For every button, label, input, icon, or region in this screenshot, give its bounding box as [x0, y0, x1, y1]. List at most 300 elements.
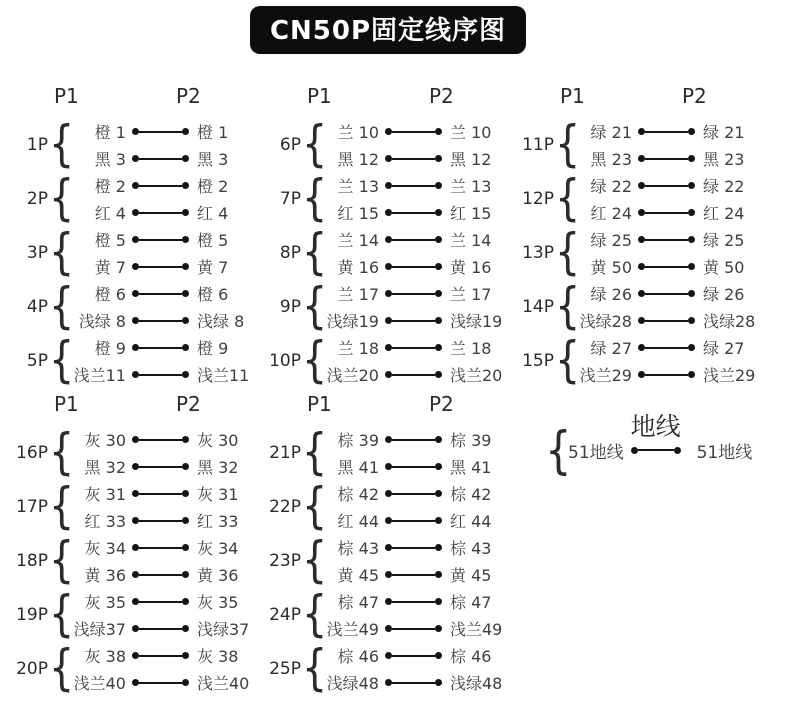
connector-dot-left [638, 263, 645, 270]
wire-row [68, 453, 267, 480]
connector-line [392, 158, 435, 160]
wire-connector [132, 209, 189, 216]
wire-row [68, 199, 267, 226]
connector-dot-left [385, 263, 392, 270]
wire-label-p1: 橙 6 [94, 285, 126, 304]
brace-glyph: { [302, 423, 328, 481]
connector-dot-right [182, 544, 189, 551]
wire-label-p2: 棕 47 [450, 593, 492, 612]
pin-group [267, 477, 520, 535]
connector-dot-right [182, 263, 189, 270]
connector-dot-left [132, 371, 139, 378]
pin-group [520, 331, 773, 389]
connector-dot-right [182, 209, 189, 216]
group-rows [321, 118, 520, 172]
wire-label-p1: 浅兰29 [579, 366, 632, 385]
connector-dot-left [385, 490, 392, 497]
wire-row [68, 642, 267, 669]
wire-label-p1: 绿 21 [590, 123, 632, 142]
wire-row [68, 226, 267, 253]
wire-label-p2: 棕 43 [450, 539, 492, 558]
wire-connector [385, 209, 442, 216]
wire-label-p2: 绿 27 [703, 339, 745, 358]
pin-group [14, 477, 267, 535]
wire-label-p1: 黄 16 [337, 258, 379, 277]
wire-label-p1: 灰 38 [84, 647, 126, 666]
wire-label-p2: 橙 9 [197, 339, 229, 358]
connector-dot-right [182, 652, 189, 659]
wire-row [68, 253, 267, 280]
connector-line [392, 374, 435, 376]
connector-dot-right [435, 182, 442, 189]
wire-label-p1: 棕 42 [337, 485, 379, 504]
brace-glyph: { [545, 420, 572, 480]
wire-row [574, 307, 773, 334]
connector-dot-right [435, 290, 442, 297]
group-label: 13P [522, 243, 554, 263]
group-rows [321, 588, 520, 642]
connector-line [139, 239, 182, 241]
connector-dot-right [435, 371, 442, 378]
wire-row [68, 669, 267, 696]
brace-glyph: { [302, 531, 328, 589]
ground-section [520, 392, 773, 696]
wire-label-p1: 灰 35 [84, 593, 126, 612]
connector-line [392, 185, 435, 187]
connector-line [139, 574, 182, 576]
wire-connector [132, 155, 189, 162]
ground-wire-label-p1: 51地线 [568, 442, 624, 463]
connector-dot-right [688, 290, 695, 297]
wire-label-p2: 黄 45 [450, 566, 492, 585]
wire-connector [638, 371, 695, 378]
wire-connector [132, 371, 189, 378]
wire-row [321, 199, 520, 226]
brace-glyph: { [555, 277, 581, 335]
wire-label-p1: 黑 3 [94, 150, 126, 169]
connector-dot-right [435, 317, 442, 324]
connector-dot-left [638, 371, 645, 378]
brace-glyph: { [49, 223, 75, 281]
wire-row [68, 615, 267, 642]
wire-label-p2: 浅兰40 [197, 674, 250, 693]
group-rows [68, 480, 267, 534]
group-rows [68, 534, 267, 588]
connector-dot-left [132, 625, 139, 632]
wire-connector [132, 517, 189, 524]
brace-glyph: { [302, 585, 328, 643]
brace-glyph: { [302, 277, 328, 335]
group-label: 8P [279, 243, 301, 263]
group-label: 20P [16, 659, 48, 679]
wire-connector [385, 344, 442, 351]
wire-row [68, 334, 267, 361]
wire-label-p2: 黑 41 [450, 458, 492, 477]
wire-label-p2: 浅兰29 [703, 366, 756, 385]
header-p2: P2 [176, 84, 201, 108]
wire-row [321, 145, 520, 172]
wire-row [68, 280, 267, 307]
connector-line [139, 601, 182, 603]
wire-label-p2: 浅兰20 [450, 366, 503, 385]
wire-row [321, 253, 520, 280]
group-rows [68, 426, 267, 480]
wire-connector [132, 436, 189, 443]
wire-connector [385, 598, 442, 605]
brace-glyph: { [49, 169, 75, 227]
connector-line [139, 212, 182, 214]
group-label: 10P [269, 351, 301, 371]
wire-connector [385, 490, 442, 497]
wire-connector [385, 182, 442, 189]
group-rows [574, 280, 773, 334]
connector-dot-left [638, 209, 645, 216]
group-label: 6P [279, 135, 301, 155]
connector-dot-right [182, 517, 189, 524]
pin-group [14, 531, 267, 589]
group-rows [68, 642, 267, 696]
wire-row [574, 145, 773, 172]
wire-connector [638, 155, 695, 162]
wire-row [68, 507, 267, 534]
brace-glyph: { [555, 223, 581, 281]
wire-label-p1: 黄 7 [94, 258, 126, 277]
pin-group [520, 115, 773, 173]
wire-connector [638, 290, 695, 297]
group-rows [68, 334, 267, 388]
connector-line [392, 439, 435, 441]
connector-line [139, 493, 182, 495]
connector-dot-left [638, 182, 645, 189]
group-label: 25P [269, 659, 301, 679]
group-label: 23P [269, 551, 301, 571]
wire-label-p1: 浅绿37 [73, 620, 126, 639]
connector-line [139, 520, 182, 522]
wire-connector [638, 209, 695, 216]
wire-row [68, 172, 267, 199]
connector-dot-right [435, 155, 442, 162]
wire-label-p2: 浅兰11 [197, 366, 250, 385]
wire-row [574, 226, 773, 253]
wire-connector [385, 625, 442, 632]
wire-label-p1: 黄 50 [590, 258, 632, 277]
connector-dot-left [132, 679, 139, 686]
pin-group [14, 331, 267, 389]
group-label: 7P [279, 189, 301, 209]
pin-group [267, 423, 520, 481]
wire-label-p2: 黄 50 [703, 258, 745, 277]
wire-label-p1: 黄 36 [84, 566, 126, 585]
brace-glyph: { [302, 115, 328, 173]
connector-line [645, 185, 688, 187]
wire-label-p1: 棕 47 [337, 593, 379, 612]
wire-label-p2: 灰 35 [197, 593, 239, 612]
connector-line [139, 628, 182, 630]
connector-dot-left [638, 128, 645, 135]
connector-dot-right [435, 128, 442, 135]
connector-dot-left [132, 263, 139, 270]
wire-label-p1: 浅绿19 [326, 312, 379, 331]
wire-label-p1: 黑 23 [590, 150, 632, 169]
wire-row [68, 426, 267, 453]
wire-connector [132, 344, 189, 351]
connector-dot-right [688, 317, 695, 324]
connector-line [392, 131, 435, 133]
wire-row [321, 669, 520, 696]
group-label: 11P [522, 135, 554, 155]
wire-row [68, 534, 267, 561]
connector-line [645, 239, 688, 241]
connector-dot-left [132, 290, 139, 297]
wire-label-p1: 橙 5 [94, 231, 126, 250]
brace-glyph: { [302, 331, 328, 389]
header-p2: P2 [429, 392, 454, 416]
connector-dot-right [674, 447, 681, 454]
wire-label-p2: 橙 1 [197, 123, 229, 142]
brace-glyph: { [302, 223, 328, 281]
wire-label-p1: 灰 31 [84, 485, 126, 504]
wire-label-p1: 橙 1 [94, 123, 126, 142]
connector-dot-left [385, 182, 392, 189]
wire-connector [385, 463, 442, 470]
wire-label-p2: 黄 16 [450, 258, 492, 277]
brace-glyph: { [555, 115, 581, 173]
connector-line [139, 682, 182, 684]
wire-label-p2: 兰 13 [450, 177, 492, 196]
connector-dot-right [435, 209, 442, 216]
connector-dot-right [435, 236, 442, 243]
connector-dot-right [182, 182, 189, 189]
header-p2: P2 [429, 84, 454, 108]
wire-row [321, 172, 520, 199]
connector-dot-right [688, 128, 695, 135]
pin-group [14, 115, 267, 173]
connector-dot-left [638, 236, 645, 243]
wire-row [68, 561, 267, 588]
group-label: 17P [16, 497, 48, 517]
wire-label-p1: 黑 32 [84, 458, 126, 477]
connector-line [392, 347, 435, 349]
connector-line [139, 266, 182, 268]
connector-dot-right [435, 463, 442, 470]
connector-dot-right [435, 625, 442, 632]
wire-connector [132, 625, 189, 632]
connector-line [392, 655, 435, 657]
connector-dot-right [688, 263, 695, 270]
pin-panel [267, 392, 520, 696]
connector-line [139, 158, 182, 160]
connector-dot-left [132, 317, 139, 324]
group-label: 21P [269, 443, 301, 463]
wire-connector [132, 128, 189, 135]
wire-label-p2: 红 15 [450, 204, 492, 223]
panel-groups [14, 115, 267, 389]
connector-line [392, 574, 435, 576]
group-label: 24P [269, 605, 301, 625]
connector-line [139, 374, 182, 376]
pin-group [267, 331, 520, 389]
pin-group [267, 585, 520, 643]
connector-dot-right [182, 155, 189, 162]
panel-header [267, 84, 520, 116]
connector-dot-left [132, 517, 139, 524]
panel-groups [520, 115, 773, 389]
connector-line [392, 601, 435, 603]
pin-group [14, 639, 267, 697]
connector-dot-left [385, 436, 392, 443]
brace-glyph: { [555, 331, 581, 389]
connector-dot-right [688, 371, 695, 378]
wire-label-p2: 兰 10 [450, 123, 492, 142]
wire-label-p2: 浅兰49 [450, 620, 503, 639]
pin-group [14, 423, 267, 481]
connector-dot-left [132, 652, 139, 659]
group-rows [574, 172, 773, 226]
brace-glyph: { [302, 639, 328, 697]
wire-label-p2: 绿 21 [703, 123, 745, 142]
connector-dot-left [385, 463, 392, 470]
wire-connector [132, 317, 189, 324]
wire-label-p1: 浅绿 8 [78, 312, 126, 331]
wire-row [321, 118, 520, 145]
pin-group [267, 277, 520, 335]
wire-label-p2: 黑 12 [450, 150, 492, 169]
connector-dot-left [132, 209, 139, 216]
wire-connector [638, 263, 695, 270]
wire-label-p1: 棕 39 [337, 431, 379, 450]
connector-dot-left [385, 571, 392, 578]
ground-title: 地线 [630, 411, 681, 441]
connector-dot-left [132, 236, 139, 243]
connector-dot-left [385, 625, 392, 632]
connector-line [645, 347, 688, 349]
connector-dot-right [182, 128, 189, 135]
connector-dot-right [688, 155, 695, 162]
connector-dot-right [688, 344, 695, 351]
group-label: 3P [26, 243, 48, 263]
wire-label-p1: 黑 41 [337, 458, 379, 477]
diagram-title: CN50P固定线序图 [250, 6, 526, 54]
connector-dot-left [638, 344, 645, 351]
wire-connector [132, 598, 189, 605]
wire-row [321, 642, 520, 669]
wire-label-p2: 绿 25 [703, 231, 745, 250]
brace-glyph: { [49, 477, 75, 535]
wire-label-p1: 兰 14 [337, 231, 379, 250]
wire-row [321, 307, 520, 334]
wire-row [321, 361, 520, 388]
group-rows [321, 426, 520, 480]
wire-label-p1: 绿 22 [590, 177, 632, 196]
wire-label-p2: 红 24 [703, 204, 745, 223]
wire-row [68, 480, 267, 507]
wire-label-p2: 橙 6 [197, 285, 229, 304]
connector-dot-left [132, 544, 139, 551]
group-rows [68, 118, 267, 172]
wire-connector [385, 128, 442, 135]
pin-group [520, 277, 773, 335]
connector-line [638, 449, 674, 451]
wire-row [321, 615, 520, 642]
wire-label-p1: 兰 10 [337, 123, 379, 142]
group-label: 1P [26, 135, 48, 155]
group-rows [321, 172, 520, 226]
wire-connector [385, 517, 442, 524]
group-label: 19P [16, 605, 48, 625]
pin-panel [520, 84, 773, 392]
wire-label-p2: 棕 42 [450, 485, 492, 504]
connector-dot-right [688, 182, 695, 189]
wire-label-p1: 棕 43 [337, 539, 379, 558]
wire-label-p1: 灰 34 [84, 539, 126, 558]
wire-label-p2: 黄 7 [197, 258, 229, 277]
connector-dot-right [182, 625, 189, 632]
wire-label-p2: 绿 22 [703, 177, 745, 196]
wire-connector [132, 544, 189, 551]
brace-glyph: { [555, 169, 581, 227]
connector-dot-left [638, 317, 645, 324]
wire-connector [385, 571, 442, 578]
group-label: 18P [16, 551, 48, 571]
pin-group [14, 223, 267, 281]
connector-line [139, 655, 182, 657]
wire-row [574, 172, 773, 199]
wire-connector [385, 679, 442, 686]
wire-connector [132, 463, 189, 470]
connector-line [392, 547, 435, 549]
connector-dot-right [182, 571, 189, 578]
header-p1: P1 [54, 84, 79, 108]
connector-dot-left [132, 598, 139, 605]
wire-connector [385, 371, 442, 378]
wire-label-p1: 浅兰49 [326, 620, 379, 639]
wire-label-p2: 灰 30 [197, 431, 239, 450]
panel-header [14, 84, 267, 116]
ground-connector [630, 411, 681, 454]
connector-dot-left [385, 344, 392, 351]
connector-line [392, 520, 435, 522]
connector-line [645, 293, 688, 295]
brace-glyph: { [302, 477, 328, 535]
header-p1: P1 [307, 84, 332, 108]
group-rows [574, 334, 773, 388]
wire-connector [132, 571, 189, 578]
pin-group [14, 169, 267, 227]
connector-dot-right [435, 571, 442, 578]
panel-header [267, 392, 520, 424]
header-p2: P2 [176, 392, 201, 416]
brace-glyph: { [49, 585, 75, 643]
connector-dot-right [182, 290, 189, 297]
connector-dot-left [385, 209, 392, 216]
group-rows [68, 172, 267, 226]
wire-row [321, 426, 520, 453]
wire-row [574, 280, 773, 307]
connector-line [645, 320, 688, 322]
wire-label-p2: 绿 26 [703, 285, 745, 304]
wire-row [321, 480, 520, 507]
wire-label-p1: 黑 12 [337, 150, 379, 169]
wire-label-p1: 浅兰20 [326, 366, 379, 385]
wire-row [574, 361, 773, 388]
connector-line [139, 185, 182, 187]
group-label: 5P [26, 351, 48, 371]
wire-row [68, 588, 267, 615]
wire-row [68, 118, 267, 145]
connector-dot-left [385, 155, 392, 162]
wire-label-p1: 灰 30 [84, 431, 126, 450]
connector-dot-left [631, 447, 638, 454]
